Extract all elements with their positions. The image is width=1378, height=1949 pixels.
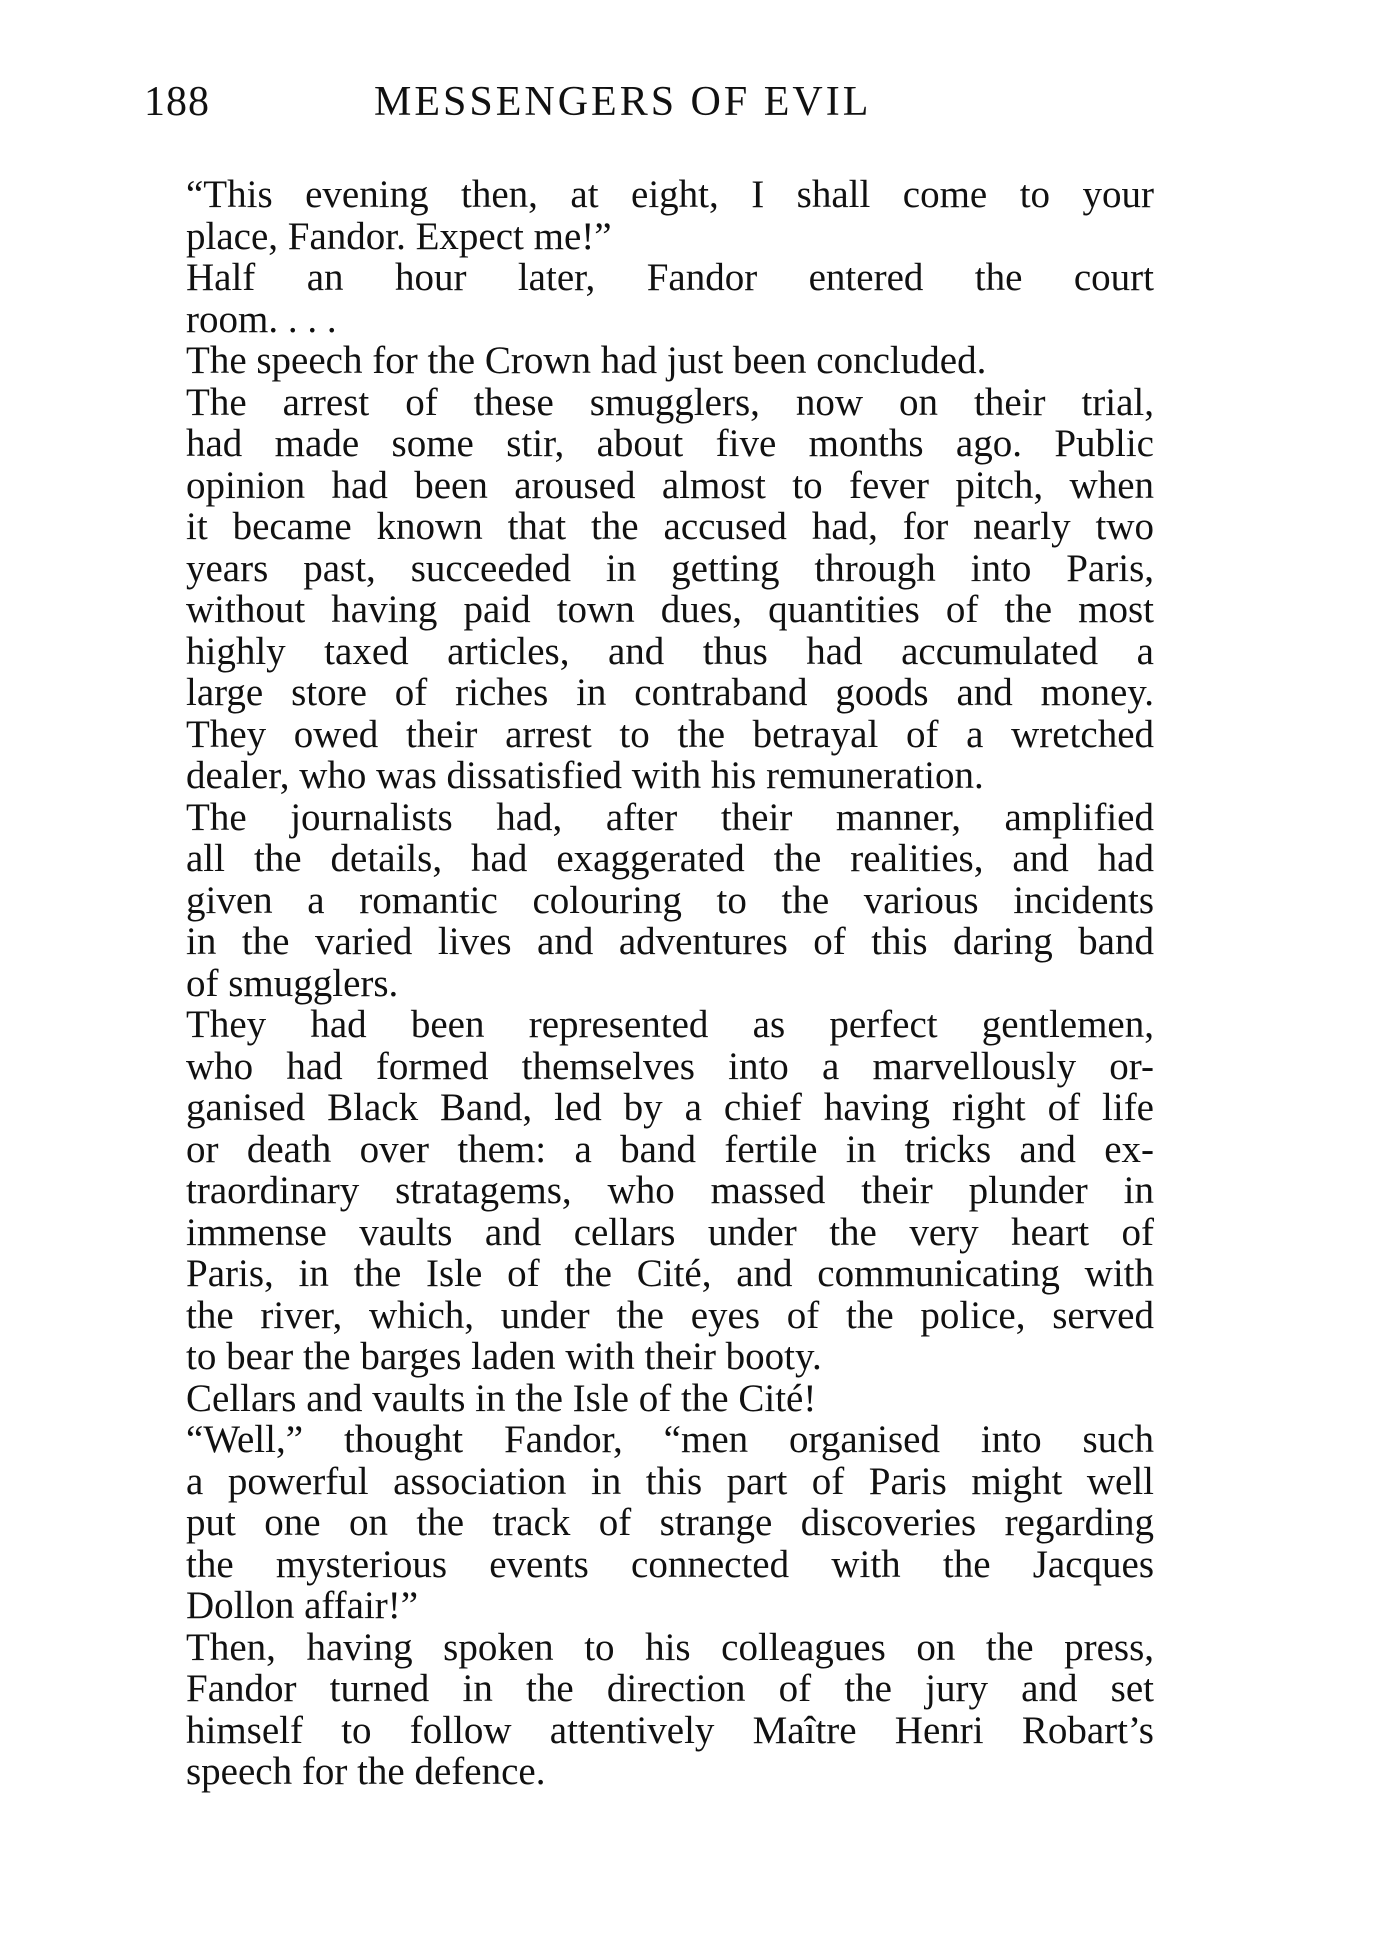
text-line: himself to follow attentively Maître Henri Robart’s xyxy=(186,1708,1154,1752)
text-line: the river, which, under the eyes of the police, served xyxy=(186,1293,1154,1337)
text-line: without having paid town dues, quantities of the most xyxy=(186,588,1154,631)
text-line: Cellars and vaults in the Isle of the Cité! xyxy=(186,1376,817,1420)
text-line: it became known that the accused had, for nearly two xyxy=(186,505,1154,548)
text-line: The journalists had, after their manner, amplified xyxy=(186,795,1154,839)
running-head xyxy=(144,78,1154,128)
text-line: They had been represented as perfect gentlemen, xyxy=(186,1003,1154,1046)
text-line: Paris, in the Isle of the Cité, and communicating with xyxy=(186,1252,1154,1295)
text-line: “This evening then, at eight, I shall come to your xyxy=(186,173,1154,216)
text-line: put one on the track of strange discoveries regarding xyxy=(186,1501,1154,1544)
page-number: 188 xyxy=(144,79,210,125)
paragraph xyxy=(148,382,1154,797)
text-line: who had formed themselves into a marvellously or- xyxy=(186,1044,1154,1088)
text-line: traordinary stratagems, who massed their plunder in xyxy=(186,1169,1154,1212)
text-line: speech for the defence. xyxy=(186,1750,546,1793)
text-line: highly taxed articles, and thus had accumulated a xyxy=(186,629,1154,673)
text-line: years past, succeeded in getting through into Paris, xyxy=(186,546,1154,590)
text-line: “Well,” thought Fandor, “men organised into such xyxy=(186,1418,1154,1461)
text-line: of smugglers. xyxy=(186,961,399,1005)
text-line: large store of riches in contraband goods and money. xyxy=(186,671,1154,714)
text-line: dealer, who was dissatisfied with his remuneration. xyxy=(186,754,984,797)
text-line: given a romantic colouring to the various incidents xyxy=(186,878,1154,922)
text-line: Then, having spoken to his colleagues on the press, xyxy=(186,1625,1154,1669)
book-title: MESSENGERS OF EVIL xyxy=(374,79,872,125)
body-text xyxy=(148,174,1154,1793)
paragraph xyxy=(148,1627,1154,1793)
text-line: Dollon affair!” xyxy=(186,1584,419,1627)
text-line: Half an hour later, Fandor entered the court xyxy=(186,256,1154,299)
text-line: the mysterious events connected with the Jacques xyxy=(186,1542,1154,1586)
text-line: a powerful association in this part of Paris might well xyxy=(186,1459,1154,1503)
text-line: The speech for the Crown had just been concluded. xyxy=(186,339,987,382)
text-line: had made some stir, about five months ago. Public xyxy=(186,422,1154,465)
paragraph xyxy=(148,174,1154,257)
text-line: in the varied lives and adventures of this daring band xyxy=(186,920,1154,963)
paragraph xyxy=(148,1419,1154,1627)
text-line: all the details, had exaggerated the realities, and had xyxy=(186,837,1154,880)
text-line: They owed their arrest to the betrayal of a wretched xyxy=(186,712,1154,756)
text-line: The arrest of these smugglers, now on their trial, xyxy=(186,380,1154,424)
text-line: to bear the barges laden with their booty. xyxy=(186,1335,822,1378)
text-line: place, Fandor. Expect me!” xyxy=(186,214,612,258)
paragraph xyxy=(148,340,1154,382)
text-line: immense vaults and cellars under the very heart of xyxy=(186,1210,1154,1254)
text-line: or death over them: a band fertile in tricks and ex- xyxy=(186,1127,1154,1171)
text-line: room. . . . xyxy=(186,297,337,341)
paragraph xyxy=(148,257,1154,340)
paragraph xyxy=(148,797,1154,1005)
paragraph xyxy=(148,1378,1154,1420)
paragraph xyxy=(148,1004,1154,1378)
text-line: Fandor turned in the direction of the jury and set xyxy=(186,1667,1154,1710)
text-line: opinion had been aroused almost to fever pitch, when xyxy=(186,463,1154,507)
text-line: ganised Black Band, led by a chief having right of life xyxy=(186,1086,1154,1129)
